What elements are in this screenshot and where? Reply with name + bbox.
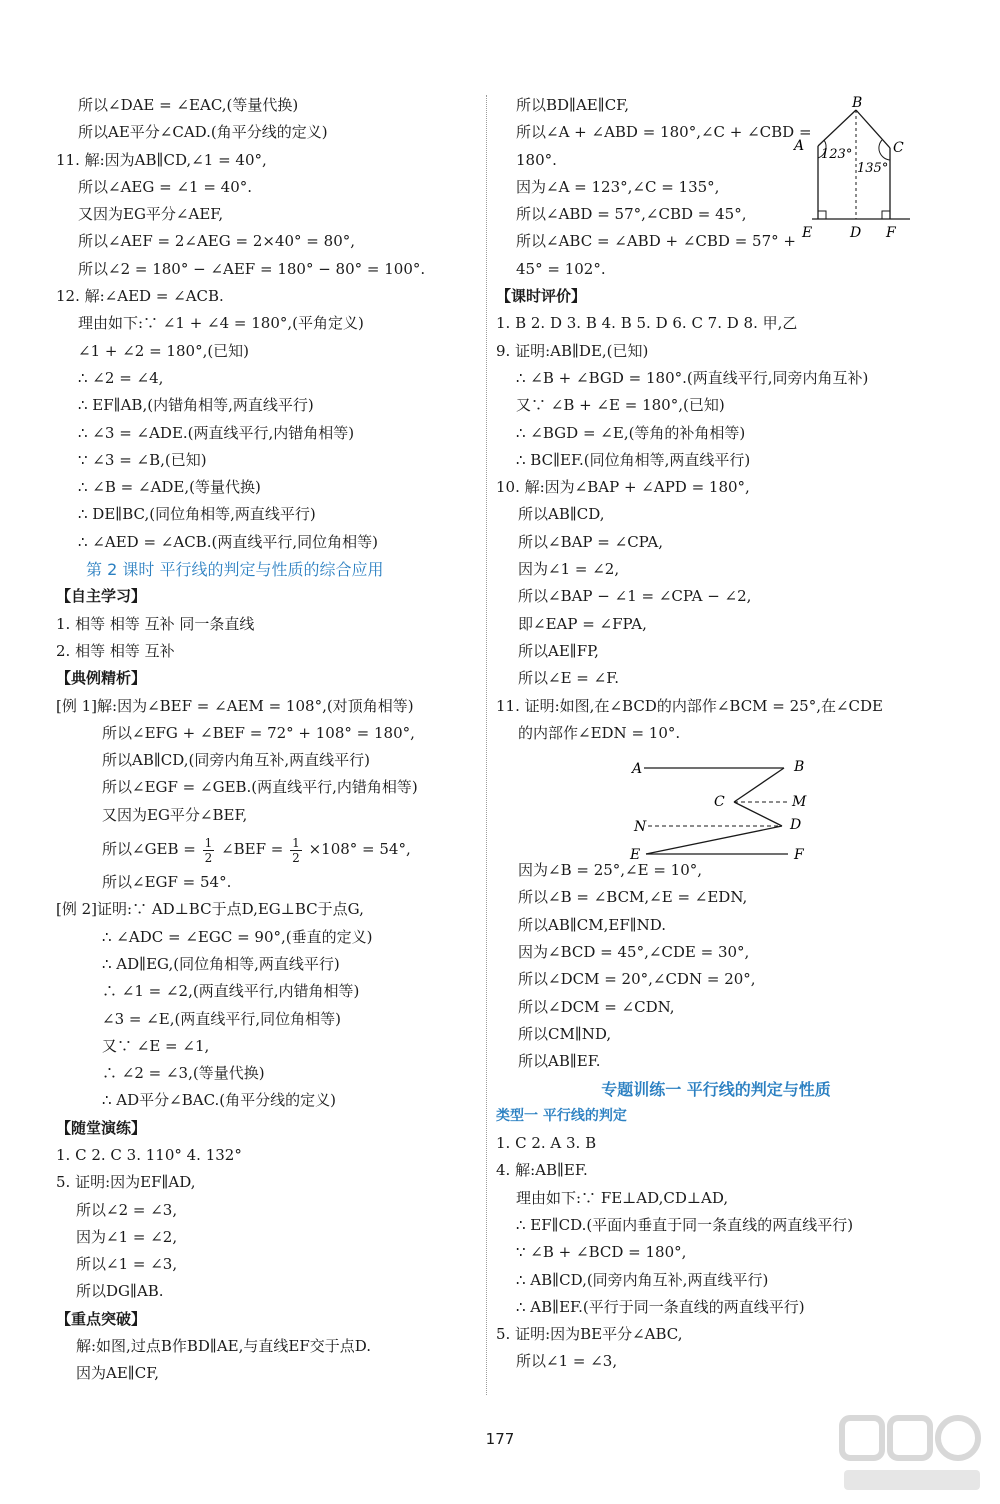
text-line: ∴ EF∥CD.(平面内垂直于同一条直线的两直线平行) [516, 1215, 854, 1234]
text-line: ∴ EF∥AB,(内错角相等,两直线平行) [78, 396, 314, 415]
text-line: 所以∠DCM = 20°,∠CDN = 20°, [518, 970, 756, 989]
point-label: M [792, 794, 807, 810]
text-line: 9. 证明:AB∥DE,(已知) [496, 341, 649, 360]
column-divider [486, 95, 487, 1395]
text-line: 因为∠B = 25°,∠E = 10°, [518, 861, 703, 880]
text-line: 所以DG∥AB. [76, 1282, 164, 1301]
point-label: B [852, 96, 863, 111]
section-heading: 【自主学习】 [56, 587, 147, 606]
point-label: C [714, 794, 725, 810]
text-line: ∴ ∠ADC = ∠EGC = 90°,(垂直的定义) [102, 927, 373, 946]
right-column [496, 92, 936, 1376]
text-line: 所以AB∥CD,(同旁内角互补,两直线平行) [102, 751, 370, 770]
numerator: 1 [204, 835, 213, 850]
text-line: 所以∠EGF = 54°. [102, 873, 232, 892]
watermark-logo [838, 1412, 986, 1496]
text-line: 因为∠1 = ∠2, [518, 560, 620, 579]
text-line: 所以∠A + ∠ABD = 180°,∠C + ∠CBD = [516, 123, 812, 142]
text-line: 所以CM∥ND, [518, 1024, 612, 1043]
text-span: 所以∠GEB = [102, 840, 196, 859]
text-line: ∴ AD平分∠BAC.(角平分线的定义) [102, 1091, 337, 1110]
text-line: [例 1]解:因为∠BEF = ∠AEM = 108°,(对顶角相等) [56, 696, 414, 715]
text-line: 所以∠EGF = ∠GEB.(两直线平行,内错角相等) [102, 778, 418, 797]
text-line: ∴ ∠3 = ∠ADE.(两直线平行,内错角相等) [78, 423, 355, 442]
text-line: 所以∠BAP = ∠CPA, [518, 532, 663, 551]
text-line: ∴ AB∥CD,(同旁内角互补,两直线平行) [516, 1270, 769, 1289]
figure-zigzag [624, 752, 824, 868]
text-line: 因为∠BCD = 45°,∠CDE = 30°, [518, 943, 750, 962]
text-line: 的内部作∠EDN = 10°. [518, 723, 681, 742]
text-line: 因为∠A = 123°,∠C = 135°, [516, 177, 720, 196]
text-line: 4. 解:AB∥EF. [496, 1161, 588, 1180]
text-line: 所以∠2 = 180° − ∠AEF = 180° − 80° = 100°. [78, 259, 426, 278]
page-number: 177 [485, 1430, 515, 1448]
text-line: 又∵ ∠B + ∠E = 180°,(已知) [516, 396, 725, 415]
text-line: 所以∠DAE = ∠EAC,(等量代换) [78, 96, 299, 114]
fraction [203, 836, 215, 865]
text-line: 解:如图,过点B作BD∥AE,与直线EF交于点D. [76, 1337, 371, 1356]
text-span: ∠BEF = [221, 840, 284, 859]
section-heading: 【课时评价】 [496, 287, 587, 306]
point-label: B [794, 759, 805, 775]
text-line: 11. 解:因为AB∥CD,∠1 = 40°, [56, 150, 267, 169]
text-line: 所以AB∥CD, [518, 505, 605, 524]
text-line: 5. 证明:因为EF∥AD, [56, 1173, 196, 1192]
text-line: ∴ BC∥EF.(同位角相等,两直线平行) [516, 450, 751, 469]
text-line: 所以∠DCM = ∠CDN, [518, 997, 675, 1016]
text-line: 10. 解:因为∠BAP + ∠APD = 180°, [496, 478, 750, 497]
text-line: 所以AB∥CM,EF∥ND. [518, 915, 667, 934]
text-line: ∴ ∠2 = ∠3,(等量代换) [102, 1064, 265, 1083]
text-line: 因为AE∥CF, [76, 1364, 160, 1383]
text-line: ∵ ∠B + ∠BCD = 180°, [516, 1243, 687, 1262]
text-line: 11. 证明:如图,在∠BCD的内部作∠BCM = 25°,在∠CDE [496, 696, 884, 715]
text-line: 理由如下:∵ FE⊥AD,CD⊥AD, [516, 1188, 729, 1207]
section-heading: 【重点突破】 [56, 1309, 147, 1328]
text-line: 所以∠B = ∠BCM,∠E = ∠EDN, [518, 888, 748, 907]
point-label: E [630, 847, 641, 863]
point-label: E [802, 225, 813, 241]
text-line: 又因为EG平分∠AEF, [78, 205, 224, 224]
text-line: 所以AE平分∠CAD.(角平分线的定义) [78, 123, 328, 142]
text-line: 1. C 2. A 3. B [496, 1134, 597, 1153]
point-label: F [886, 225, 896, 241]
text-line: 所以∠ABC = ∠ABD + ∠CBD = 57° + [516, 232, 796, 251]
text-line: 所以∠EFG + ∠BEF = 72° + 108° = 180°, [102, 723, 415, 742]
text-line: ∴ ∠BGD = ∠E,(等角的补角相等) [516, 423, 746, 442]
text-line: 所以∠BAP − ∠1 = ∠CPA − ∠2, [518, 587, 752, 606]
point-label: D [850, 225, 862, 241]
left-column [56, 92, 476, 1388]
text-line: ∴ ∠B = ∠ADE,(等量代换) [78, 478, 261, 497]
text-line: 所以∠AEG = ∠1 = 40°. [78, 177, 253, 196]
text-line: 所以∠ABD = 57°,∠CBD = 45°, [516, 205, 747, 224]
text-line: 即∠EAP = ∠FPA, [518, 614, 647, 633]
text-line: 1. 相等 相等 互补 同一条直线 [56, 614, 255, 633]
figure-angle-abc [784, 96, 914, 246]
text-line: 所以∠2 = ∠3, [76, 1200, 178, 1219]
text-line: 5. 证明:因为BE平分∠ABC, [496, 1325, 683, 1344]
text-line: ∴ DE∥BC,(同位角相等,两直线平行) [78, 505, 316, 524]
text-line: ∴ ∠1 = ∠2,(两直线平行,内错角相等) [102, 982, 360, 1001]
fraction-line [56, 829, 476, 869]
text-line: 所以∠1 = ∠3, [516, 1352, 618, 1371]
text-line: ∴ AD∥EG,(同位角相等,两直线平行) [102, 954, 340, 973]
text-line: ∴ ∠B + ∠BGD = 180°.(两直线平行,同旁内角互补) [516, 368, 869, 387]
text-line: 所以BD∥AE∥CF, [516, 96, 630, 114]
text-line: ∵ ∠3 = ∠B,(已知) [78, 450, 207, 469]
text-line: 理由如下:∵ ∠1 + ∠4 = 180°,(平角定义) [78, 314, 364, 333]
section-heading: 【随堂演练】 [56, 1118, 147, 1137]
text-line: 因为∠1 = ∠2, [76, 1227, 178, 1246]
denominator: 2 [204, 850, 213, 865]
text-line: ∴ ∠2 = ∠4, [78, 368, 164, 387]
point-label: A [632, 761, 643, 777]
denominator: 2 [292, 850, 300, 865]
text-line: 所以AB∥EF. [518, 1052, 601, 1071]
point-label: F [794, 847, 804, 863]
angle-label: 123° [821, 147, 853, 162]
text-line: 1. B 2. D 3. B 4. B 5. D 6. C 7. D 8. 甲,乙 [496, 314, 798, 333]
point-label: A [794, 138, 805, 154]
text-line: 1. C 2. C 3. 110° 4. 132° [56, 1145, 242, 1164]
text-line: 2. 相等 相等 互补 [56, 641, 175, 660]
numerator: 1 [292, 835, 300, 850]
point-label: D [790, 817, 802, 833]
text-line: ∴ ∠AED = ∠ACB.(两直线平行,同位角相等) [78, 532, 378, 551]
text-line: 所以∠AEF = 2∠AEG = 2×40° = 80°, [78, 232, 356, 251]
text-line: [例 2]证明:∵ AD⊥BC于点D,EG⊥BC于点G, [56, 900, 364, 919]
text-line: 又因为EG平分∠BEF, [102, 805, 248, 824]
text-line: ∠3 = ∠E,(两直线平行,同位角相等) [102, 1009, 341, 1028]
section-heading: 【典例精析】 [56, 669, 147, 688]
text-line: 45° = 102°. [516, 259, 606, 278]
text-line: 180°. [516, 150, 557, 169]
lesson-title: 第 2 课时 平行线的判定与性质的综合应用 [86, 560, 384, 580]
text-line: 又∵ ∠E = ∠1, [102, 1036, 210, 1055]
text-line: 所以∠E = ∠F. [518, 669, 620, 688]
point-label: C [893, 140, 904, 156]
text-line: ∠1 + ∠2 = 180°,(已知) [78, 341, 250, 360]
text-line: ∴ AB∥EF.(平行于同一条直线的两直线平行) [516, 1297, 805, 1316]
text-line: 所以AE∥FP, [518, 641, 599, 660]
text-line: 所以∠1 = ∠3, [76, 1255, 178, 1274]
text-line: 12. 解:∠AED = ∠ACB. [56, 287, 224, 306]
fraction [290, 836, 302, 865]
angle-label: 135° [857, 161, 889, 176]
point-label: N [634, 819, 647, 835]
text-span: ×108° = 54°, [308, 840, 411, 859]
topic-title: 专题训练一 平行线的判定与性质 [601, 1079, 831, 1099]
subtopic-title: 类型一 平行线的判定 [496, 1107, 627, 1124]
